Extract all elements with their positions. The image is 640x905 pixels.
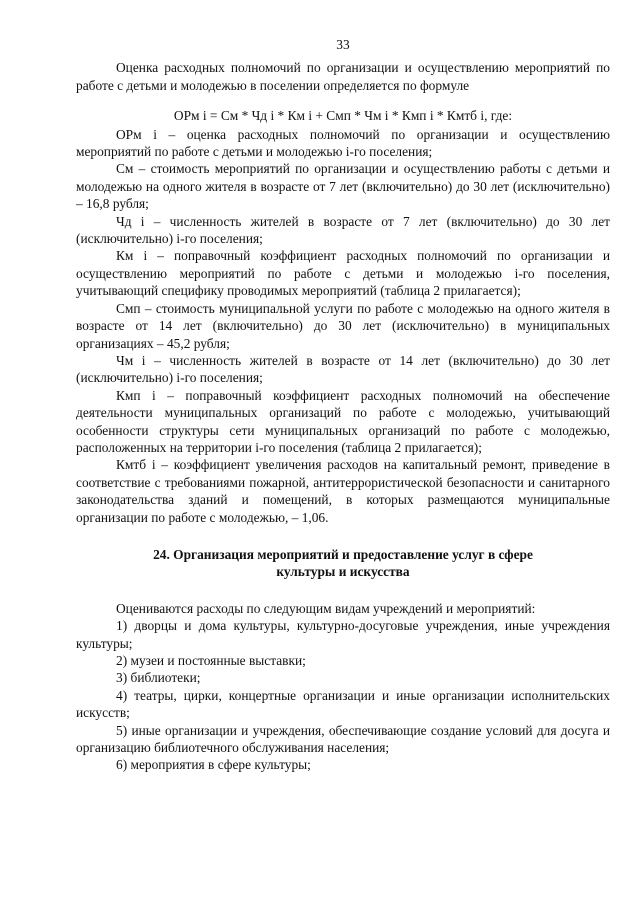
formula: ОРм i = См * Чд i * Км i + Смп * Чм i * Кмп i * Кмтб i, где: (173, 108, 513, 124)
list-item: 2) музеи и постоянные выставки; (116, 653, 306, 668)
list-item: 3) библиотеки; (116, 670, 201, 686)
document-page (76, 36, 610, 774)
definition-orm: ОРм i – оценка расходных полномочий по организации и осуществлению мероприятий по работе с детьми и молодежью i-го поселения; (76, 126, 610, 160)
list-item: 5) иные организации и учреждения, обеспечивающие создание условий для досуга и организацию библиотечного обслуживания населения; (76, 722, 610, 756)
page-number: 33 (336, 37, 350, 52)
definition-sm: См – стоимость мероприятий по организации и осуществлению работы с детьми и молодежью на одного жителя в возрасте от 7 лет (включительно) до 30 лет (исключительно) – 16,8 рубля; (76, 161, 610, 212)
list-item: 1) дворцы и дома культуры, культурно-досуговые учреждения, иные учреждения культуры; (76, 618, 610, 651)
definition-smp: Смп – стоимость муниципальной услуги по работе с молодежью на одного жителя в возрасте от 14 лет (включительно) до 30 лет (исключительно) в муниципальных организациях – 45,2 рубля; (76, 300, 610, 351)
definition-chm: Чм i – численность жителей в возрасте от 14 лет (включительно) до 30 лет (исключительно) i-го поселения; (76, 352, 610, 386)
section-lead: Оцениваются расходы по следующим видам учреждений и мероприятий: (116, 600, 536, 616)
list-item: 6) мероприятия в сфере культуры; (116, 757, 311, 773)
definition-kmp: Кмп i – поправочный коэффициент расходных полномочий на обеспечение деятельности муниципальных организаций по работе с молодежью, учитывающий особенности структуры сети муниципальных организаций по работе с молодежью, расположенных на территории i-го поселения (таблица 2 прилагается); (76, 387, 610, 455)
definition-km: Км i – поправочный коэффициент расходных полномочий по организации и осуществлению мероприятий по работе с детьми и молодежью i-го поселения, учитывающий специфику проводимых мероприятий (таблица 2 прилагается); (76, 248, 610, 299)
intro-paragraph: Оценка расходных полномочий по организации и осуществлению мероприятий по работе с детьми и молодежью в поселении определяется по формуле (76, 60, 610, 93)
list-item: 4) театры, цирки, концертные организации и иные организации исполнительских искусств; (76, 687, 610, 721)
section-heading-line-2: культуры и искусства (276, 564, 410, 580)
definition-chd: Чд i – численность жителей в возрасте от 7 лет (включительно) до 30 лет (исключительно) i-го поселения; (76, 213, 610, 247)
section-heading (76, 546, 610, 581)
section-heading-line-1: 24. Организация мероприятий и предоставление услуг в сфере (153, 546, 533, 562)
definition-kmtb: Кмтб i – коэффициент увеличения расходов на капитальный ремонт, приведение в соответствие с требованиями пожарной, антитеррористической безопасности и санитарного законодательства зданий и помещений, в которых размещаются муниципальные организации по работе с молодежью, – 1,06. (76, 457, 610, 525)
